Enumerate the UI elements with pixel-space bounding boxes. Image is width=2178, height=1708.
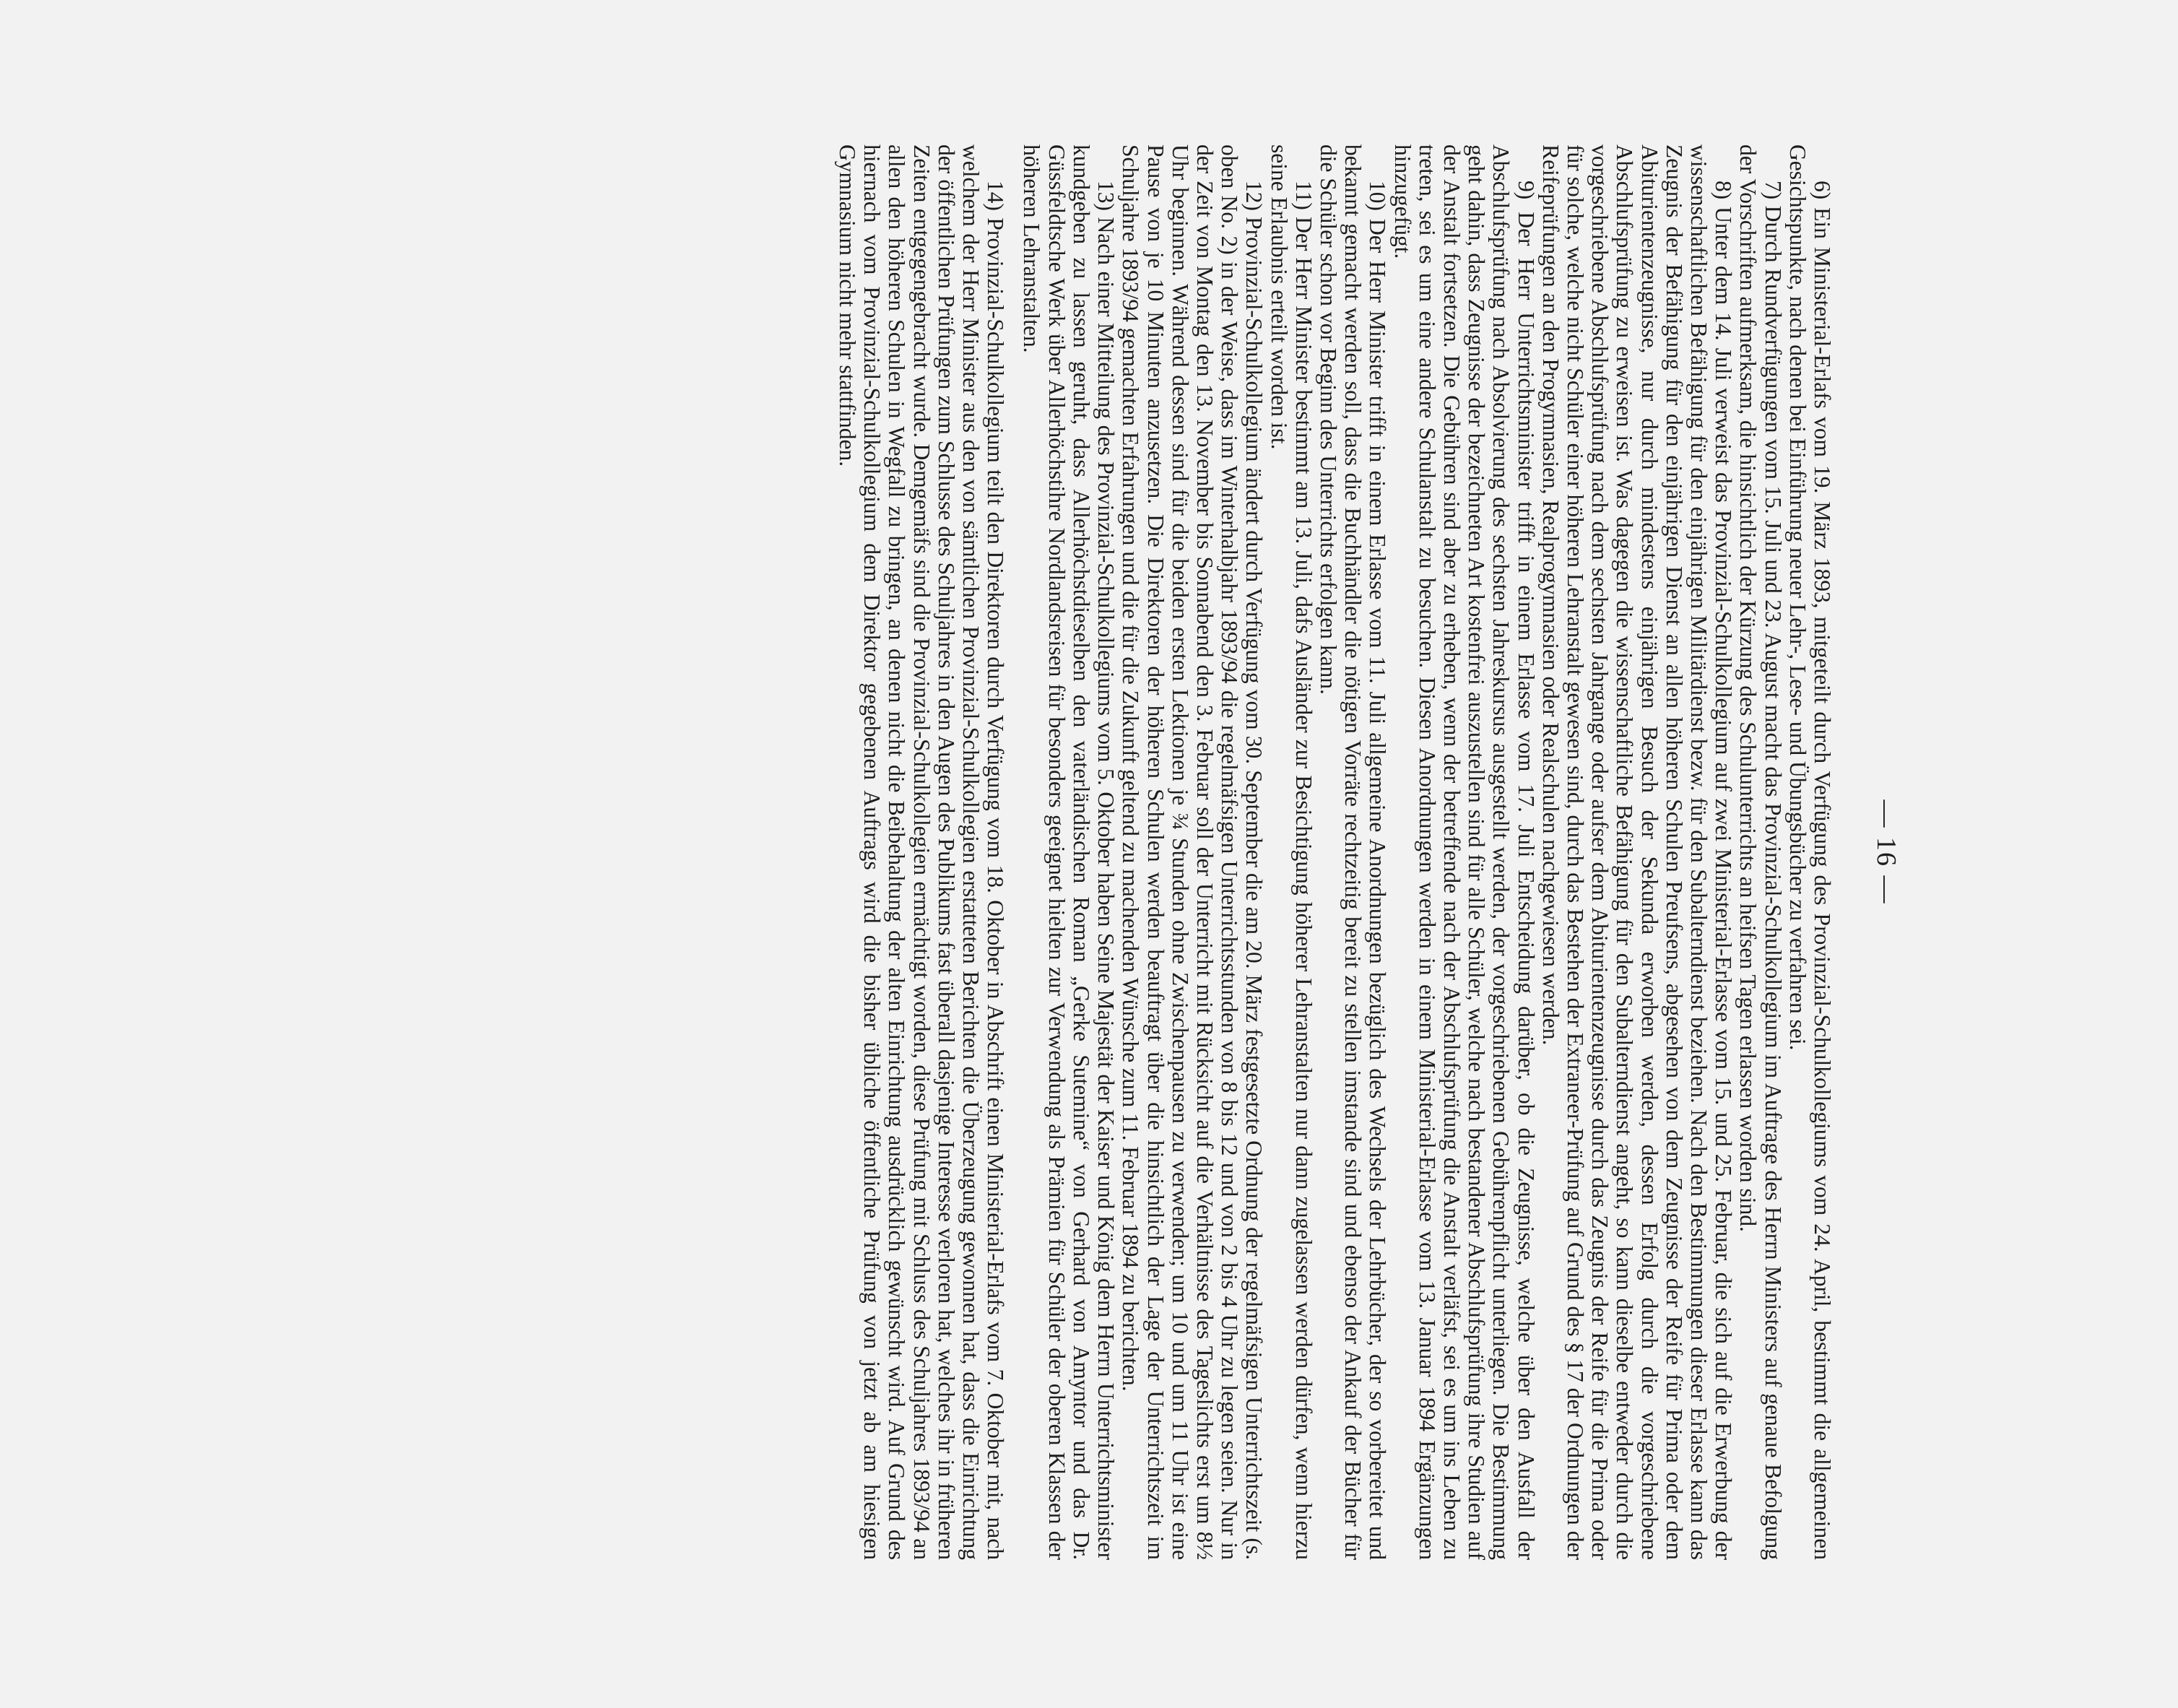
paragraph-6: 6) Ein Ministerial-Erlafs vom 19. März 1893, mitgeteilt durch Verfügung des Provinzial-Schulkollegiums vom 24. April, bestimmt die allgemeinen Gesichtspunkte, nach denen bei Einführung neuer Lehr-, Lese- und Übungsbücher zu verfahren sei.: [1784, 144, 1835, 1560]
paragraph-10: 10) Der Herr Minister trifft in einem Erlasse vom 11. Juli allgemeine Anordnungen bezüglich des Wechsels der Lehrbücher, der so vorbereitet und bekannt gemacht werden soll, dass die Buchhändler die nötigen Vorräte rechtzeitig bereit zu stellen imstande sind und ebenso der Ankauf der Bücher für die Schüler schon vor Beginn des Unterrichts erfolgen kann.: [1315, 144, 1391, 1560]
paragraph-7: 7) Durch Rundverfügungen vom 15. Juli und 23. August macht das Provinzial-Schulkollegium im Auftrage des Herrn Ministers auf genaue Befolgung der Vorschriften aufmerksam, die hinsichtlich der Kürzung des Schulunterrichts an heifsen Tagen erlassen worden sind.: [1735, 144, 1786, 1560]
paragraph-13: 13) Nach einer Mitteilung des Provinzial-Schulkollegiums vom 5. Oktober haben Seine Majestät der Kaiser und König dem Herrn Unterrichtsminister kundgeben zu lassen geruht, dass Allerhöchstdieselben den vaterländischen Roman „Gerke Sutemine“ von Gerhard von Amyntor und das Dr. Güssfeldtsche Werk über Allerhöchstihre Nordlandsreisen für besonders geeignet hielten zur Verwendung als Prämien für Schüler der oberen Klassen der höheren Lehranstalten.: [1019, 144, 1119, 1560]
document-body: [835, 144, 1850, 1560]
page-number: — 16 —: [1871, 799, 1901, 905]
paragraph-14: 14) Provinzial-Schulkollegium teilt den Direktoren durch Verfügung vom 18. Oktober in Abschrift einen Ministerial-Erlafs vom 7. Oktober mit, nach welchem der Herr Minister aus den von sämtlichen Provinzial-Schulkollegien erstatteten Berichten die Überzeugung gewonnen hat, dass die Einrichtung der öffentlichen Prüfungen zum Schlusse des Schuljahres in den Augen des Publikums fast überall dasjenige Interesse verloren hat, welches ihr in früheren Zeiten entgegengebracht wurde. Demgemäfs sind die Provinzial-Schulkollegien ermächtigt worden, diese Prüfung mit Schluss des Schuljahres 1893/94 an allen den höheren Schulen in Wegfall zu bringen, an denen nicht die Beibehaltung der alten Einrichtung ausdrücklich gewünscht wird. Auf Grund des hiernach vom Provinzial-Schulkollegium dem Direktor gegebenen Auftrags wird die bisher übliche öffentliche Prüfung von jetzt ab am hiesigen Gymnasium nicht mehr stattfinden.: [835, 144, 1009, 1560]
paragraph-9: 9) Der Herr Unterrichtsminister trifft in einem Erlasse vom 17. Juli Entscheidung darüber, ob die Zeugnisse, welche über den Ausfall der Abschlufsprüfung nach Absolvierung des sechsten Jahreskursus ausgestellt werden, der vorgeschriebenen Gebührenpflicht unterliegen. Die Bestimmung geht dahin, dass Zeugnisse der bezeichneten Art kostenfrei auszustellen sind für alle Schüler, welche nach bestandener Abschlufsprüfung ihre Studien auf der Anstalt fortsetzen. Die Gebühren sind aber zu erheben, wenn der betreffende nach der Abschlufsprüfung die Anstalt verläfst, sei es um ins Leben zu treten, sei es um eine andere Schulanstalt zu besuchen. Diesen Anordnungen werden in einem Ministerial-Erlasse vom 13. Januar 1894 Ergänzungen hinzugefügt.: [1389, 144, 1539, 1560]
paragraph-8: 8) Unter dem 14. Juli verweist das Provinzial-Schulkollegium auf zwei Ministerial-Erlasse vom 15. und 25. Februar, die sich auf die Erwerbung der wissenschaftlichen Befähigung für den einjährigen Militärdienst bezw. für den Subalterndienst beziehen. Nach den Bestimmungen dieser Erlasse kann das Zeugnis der Befähigung für den einjährigen Dienst an allen höheren Schulen Preufsens, abgesehen von dem Zeugnisse der Reife für Prima oder dem Abiturientenzeugnisse, nur durch mindestens einjährigen Besuch der Sekunda erworben werden, dessen Erfolg durch die vorgeschriebene Abschlufsprüfung zu erweisen ist. Was dagegen die wissenschaftliche Befähigung für den Subalterndienst angeht, so kann dieselbe entweder durch die vorgeschriebene Abschlufsprüfung nach dem sechsten Jahrgange oder aufser dem Abiturientenzeugnisse durch das Zeugnis der Reife für die Prima oder für solche, welche nicht Schüler einer höheren Lehranstalt gewesen sind, durch das Bestehen der Extraneer-Prüfung auf Grund des § 17 der Ordnungen der Reifeprüfungen an den Progymnasien, Realprogymnasien oder Realschulen nachgewiesen werden.: [1537, 144, 1737, 1560]
rotated-text-block: [276, 144, 1922, 1560]
paragraph-11: 11) Der Herr Minister bestimmt am 13. Juli, dafs Ausländer zur Besichtigung höherer Lehranstalten nur dann zugelassen werden dürfen, wenn hierzu seine Erlaubnis erteilt worden ist.: [1266, 144, 1316, 1560]
paragraph-12: 12) Provinzial-Schulkollegium ändert durch Verfügung vom 30. September die am 20. März festgesetzte Ordnung der regelmäfsigen Unterrichtszeit (s. oben No. 2) in der Weise, dass im Winterhalbjahr 1893/94 die regelmäfsigen Unterrichtsstunden von 8 bis 12 und von 2 bis 4 Uhr zu legen seien. Nur in der Zeit von Montag den 13. November bis Sonnabend den 3. Februar soll der Unterricht mit Rücksicht auf die Verhältnisse des Tageslichts erst um 8½ Uhr beginnen. Während dessen sind für die beiden ersten Lektionen je ¾ Stunden ohne Zwischenpausen zu verwenden; um 10 und um 11 Uhr ist eine Pause von je 10 Minuten anzusetzen. Die Direktoren der höheren Schulen werden beauftragt über die hinsichtlich der Lage der Unterrichtszeit im Schuljahre 1893/94 gemachten Erfahrungen und die für die Zukunft geltend zu machenden Wünsche zum 11. Februar 1894 zu berichten.: [1118, 144, 1267, 1560]
